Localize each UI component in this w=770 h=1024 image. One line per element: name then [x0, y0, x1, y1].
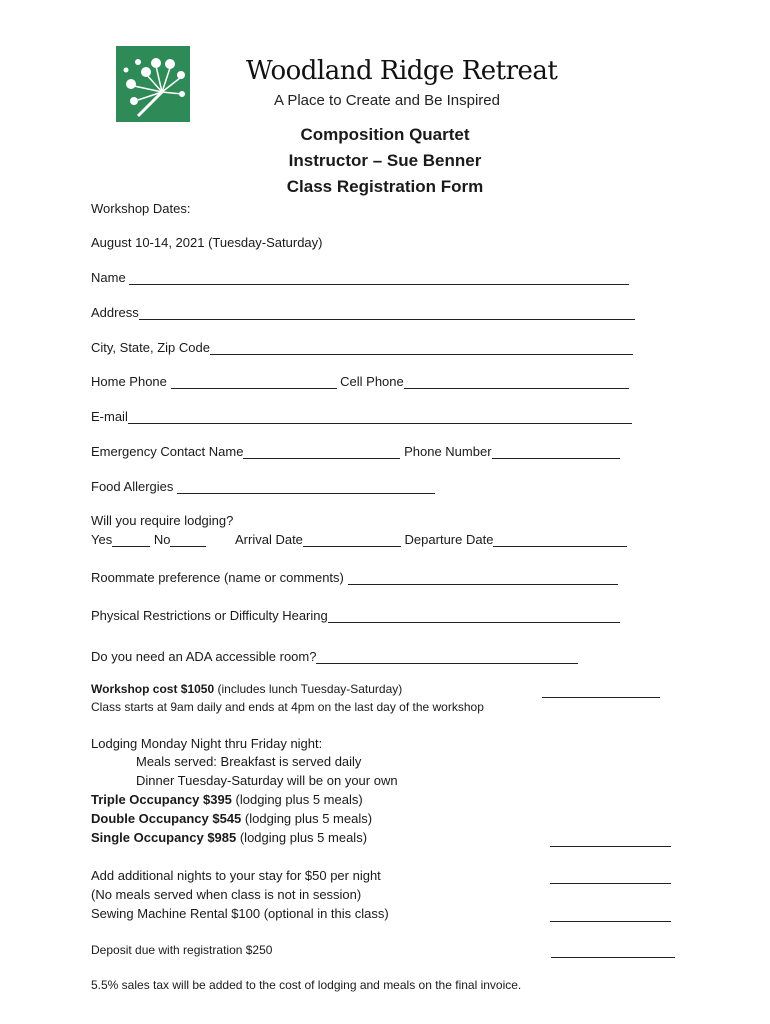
workshop-dates-label: Workshop Dates: [91, 201, 191, 216]
address-row [91, 305, 635, 320]
deposit: Deposit due with registration $250 [91, 943, 273, 957]
roommate-field[interactable] [348, 570, 618, 585]
triple-occupancy [91, 792, 363, 807]
phone-number-label: Phone Number [404, 444, 492, 459]
triple-occupancy-note: (lodging plus 5 meals) [231, 792, 363, 807]
address-field[interactable] [139, 305, 635, 320]
ada-row [91, 649, 578, 664]
course-name: Composition Quartet [300, 125, 470, 144]
deposit-field[interactable] [551, 956, 675, 958]
lodging-row [91, 532, 627, 547]
workshop-cost-note: (includes lunch Tuesday-Saturday) [214, 682, 403, 696]
additional-nights-field[interactable] [550, 882, 671, 884]
name-label: Name [91, 270, 126, 285]
cell-phone-field[interactable] [404, 374, 629, 389]
meals-dinner: Dinner Tuesday-Saturday will be on your own [136, 773, 398, 788]
yes-field[interactable] [112, 532, 150, 547]
single-occupancy-note: (lodging plus 5 meals) [236, 830, 368, 845]
emergency-label: Emergency Contact Name [91, 444, 244, 459]
physical-label: Physical Restrictions or Difficulty Hearing [91, 608, 328, 623]
lodging-heading: Lodging Monday Night thru Friday night: [91, 736, 323, 751]
home-phone-field[interactable] [171, 374, 337, 389]
arrival-field[interactable] [303, 532, 401, 547]
form-title: Class Registration Form [286, 177, 484, 196]
ada-label: Do you need an ADA accessible room? [91, 649, 317, 664]
departure-label: Departure Date [404, 532, 494, 547]
address-label: Address [91, 305, 139, 320]
sewing-rental: Sewing Machine Rental $100 (optional in this class) [91, 906, 389, 921]
double-occupancy [91, 811, 372, 826]
workshop-dates-value: August 10-14, 2021 (Tuesday-Saturday) [91, 235, 323, 250]
name-field[interactable] [129, 270, 629, 285]
food-row [91, 479, 435, 494]
meals-breakfast: Meals served: Breakfast is served daily [136, 754, 362, 769]
no-field[interactable] [170, 532, 206, 547]
additional-nights-note: (No meals served when class is not in session) [91, 887, 362, 902]
lodging-question: Will you require lodging? [91, 513, 234, 528]
double-occupancy-note: (lodging plus 5 meals) [241, 811, 373, 826]
workshop-cost [91, 682, 402, 696]
physical-field[interactable] [328, 608, 620, 623]
city-field[interactable] [210, 340, 633, 355]
email-row [91, 409, 632, 424]
single-occupancy [91, 830, 367, 845]
email-field[interactable] [128, 409, 632, 424]
departure-field[interactable] [493, 532, 627, 547]
instructor-line: Instructor – Sue Benner [288, 151, 482, 170]
roommate-label: Roommate preference (name or comments) [91, 570, 344, 585]
phone-number-field[interactable] [492, 444, 620, 459]
no-label: No [153, 532, 171, 547]
emergency-row [91, 444, 620, 459]
home-phone-label: Home Phone [91, 374, 167, 389]
emergency-field[interactable] [243, 444, 400, 459]
phone-row [91, 374, 629, 389]
food-allergies-label: Food Allergies [91, 479, 174, 494]
additional-nights: Add additional nights to your stay for $50 per night [91, 868, 381, 883]
city-row [91, 340, 633, 355]
workshop-cost-amount: Workshop cost $1050 [91, 682, 215, 696]
arrival-label: Arrival Date [235, 532, 303, 547]
email-label: E-mail [91, 409, 128, 424]
lodging-amount-field[interactable] [550, 845, 671, 847]
city-label: City, State, Zip Code [91, 340, 210, 355]
sewing-rental-field[interactable] [550, 920, 671, 922]
cell-phone-label: Cell Phone [340, 374, 404, 389]
triple-occupancy-price: Triple Occupancy $395 [91, 792, 232, 807]
workshop-cost-field[interactable] [542, 696, 660, 698]
tax-note: 5.5% sales tax will be added to the cost of lodging and meals on the final invoice. [91, 978, 522, 992]
roommate-row [91, 570, 618, 585]
single-occupancy-price: Single Occupancy $985 [91, 830, 237, 845]
double-occupancy-price: Double Occupancy $545 [91, 811, 242, 826]
food-allergies-field[interactable] [177, 479, 435, 494]
class-hours: Class starts at 9am daily and ends at 4pm on the last day of the workshop [91, 700, 484, 714]
tagline: A Place to Create and Be Inspired [274, 92, 500, 109]
dandelion-logo-icon [116, 46, 190, 122]
yes-label: Yes [91, 532, 113, 547]
retreat-logo [116, 46, 190, 122]
ada-field[interactable] [316, 649, 578, 664]
page-title: Woodland Ridge Retreat [246, 56, 558, 86]
physical-row [91, 608, 620, 623]
name-row [91, 270, 629, 285]
